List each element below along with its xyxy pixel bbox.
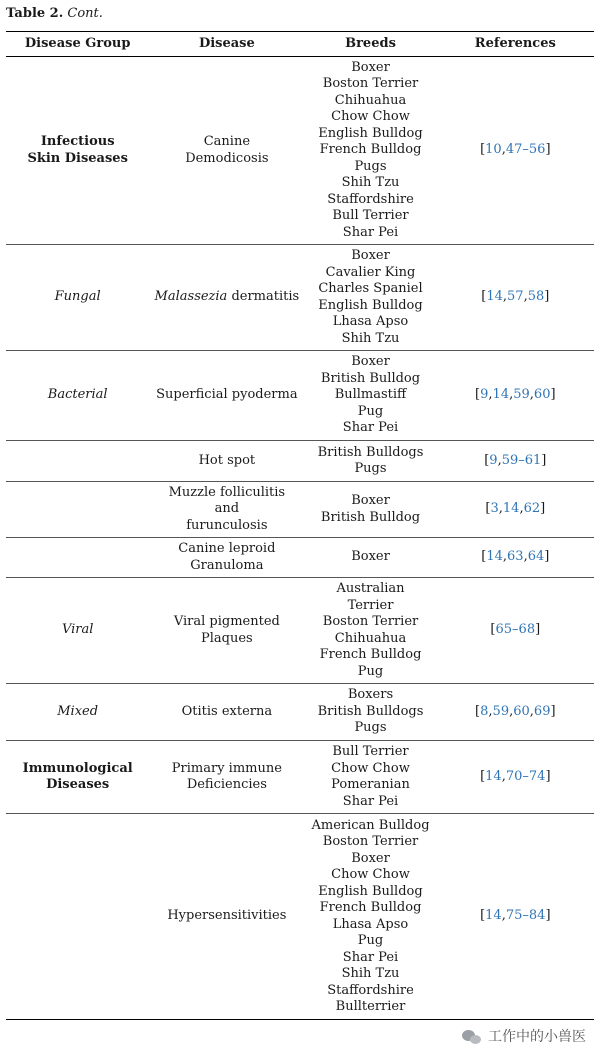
table-row (6, 482, 594, 538)
breed-name: Boxer (351, 354, 390, 370)
breed-name: Chihuahua (334, 630, 407, 646)
breed-name: Shar Pei (342, 224, 399, 240)
disease-group-line: Mixed (57, 703, 99, 719)
cell-disease-group (6, 578, 149, 684)
watermark-text: 工作中的小兽医 (488, 1028, 586, 1045)
breed-name: Pug (357, 933, 384, 948)
header-breeds: Breeds (304, 32, 436, 57)
cell-references: [65–68] (490, 622, 541, 638)
disease-group-line: Fungal (54, 289, 101, 305)
breed-name: Boxer (351, 59, 390, 75)
breed-name: Chow Chow (331, 867, 410, 882)
disease-name-line: Muzzle folliculitis (168, 484, 286, 500)
disease-name: dermatitis (227, 289, 300, 305)
breed-name: Chow Chow (331, 760, 410, 776)
header-references: References (437, 32, 594, 57)
cell-disease-group (6, 482, 149, 538)
reference-link[interactable]: 3 (490, 501, 499, 517)
reference-link[interactable]: 14 (502, 501, 520, 517)
reference-link[interactable]: 14 (492, 387, 510, 403)
table-body (6, 57, 594, 1020)
cell-disease-group (6, 441, 149, 482)
breed-name: Cavalier King (325, 264, 416, 280)
disease-name-line: Superficial pyoderma (156, 387, 298, 403)
cell-disease (149, 538, 304, 578)
cell-disease-group (6, 741, 149, 814)
disease-breed-table (6, 31, 594, 1020)
cell-breeds (304, 538, 436, 578)
cell-disease-group (6, 57, 149, 245)
breed-name: English Bulldog (318, 883, 423, 899)
cell-disease-group (6, 538, 149, 578)
table-caption (6, 6, 103, 23)
breed-name: Shar Pei (342, 420, 399, 436)
reference-link[interactable]: 9 (480, 387, 489, 403)
cell-references: [14,63,64] (481, 549, 550, 565)
reference-link[interactable]: 59 (513, 387, 530, 403)
cell-references: [10,47–56] (480, 142, 551, 158)
breed-name: Boxer (351, 850, 390, 866)
cell-breeds (304, 578, 436, 684)
breed-name: Charles Spaniel (318, 281, 423, 296)
disease-name-line: Plaques (201, 630, 253, 646)
cell-breeds (304, 814, 436, 1020)
cell-disease-group (6, 351, 149, 441)
breed-name: Chow Chow (331, 109, 410, 125)
breed-name: Pomeranian (331, 777, 410, 792)
breed-name: French Bulldog (319, 900, 422, 915)
reference-link[interactable]: 14 (486, 289, 503, 305)
breed-name: Boxers (347, 687, 394, 703)
breed-name: Staffordshire (327, 982, 414, 998)
disease-name-line: Primary immune (171, 760, 282, 776)
disease-group-line: Immunological (22, 760, 133, 776)
cell-breeds (304, 482, 436, 538)
disease-group-line: Viral (61, 622, 94, 638)
reference-link[interactable]: 14 (485, 768, 502, 784)
breed-name: English Bulldog (318, 297, 423, 313)
reference-link[interactable]: 60 (533, 387, 551, 403)
breed-name: Boxer (351, 248, 390, 263)
cell-references: [14,75–84] (480, 908, 551, 924)
breed-name: Pugs (354, 461, 387, 476)
breed-name: Pugs (354, 720, 387, 736)
reference-link[interactable]: 9 (489, 452, 498, 468)
disease-name-line: Deficiencies (186, 777, 267, 792)
disease-name-line: Canine leproid (178, 541, 276, 556)
reference-link[interactable]: 62 (523, 501, 541, 517)
breed-name: Shih Tzu (341, 175, 400, 191)
reference-link[interactable]: 60 (513, 703, 530, 719)
disease-group-line: Diseases (46, 777, 110, 792)
disease-group-line: Skin Diseases (27, 150, 128, 166)
breed-name: Bull Terrier (332, 744, 409, 759)
disease-name-line: Demodicosis (185, 150, 269, 166)
header-row (6, 32, 594, 57)
breed-name: British Bulldogs (317, 444, 424, 460)
disease-group-line: Infectious (40, 134, 115, 149)
breed-name: Boston Terrier (322, 76, 419, 92)
breed-name: Terrier (347, 597, 394, 613)
reference-link[interactable]: 65–68 (495, 622, 536, 638)
breed-name: Chihuahua (334, 92, 407, 108)
reference-link[interactable]: 59–61 (501, 452, 542, 468)
cell-breeds (304, 684, 436, 741)
cell-disease (149, 578, 304, 684)
breed-name: Pugs (354, 158, 387, 174)
breed-name: Lhasa Apso (332, 314, 409, 329)
breed-name: Pug (357, 403, 384, 419)
breed-name: British Bulldog (320, 370, 421, 386)
disease-name-line: Viral pigmented (173, 614, 280, 629)
table-row (6, 684, 594, 741)
breed-name: English Bulldog (318, 125, 423, 141)
table-row (6, 441, 594, 482)
cell-references: [9,14,59,60] (475, 387, 556, 403)
cell-breeds (304, 351, 436, 441)
breed-name: British Bulldogs (317, 703, 424, 719)
disease-group-line: Bacterial (47, 387, 108, 403)
breed-name: Shar Pei (342, 949, 399, 965)
breed-name: Boston Terrier (322, 834, 419, 849)
disease-italic-part: Malassezia (154, 289, 228, 305)
reference-link[interactable]: 69 (533, 703, 551, 719)
cell-disease-group (6, 684, 149, 741)
cell-breeds (304, 245, 436, 351)
cell-disease (149, 441, 304, 482)
disease-name-line: Hypersensitivities (167, 908, 287, 924)
table-row (6, 578, 594, 684)
cell-disease (149, 482, 304, 538)
caption-label: Table 2. (6, 6, 64, 21)
reference-link[interactable]: 64 (527, 549, 545, 565)
cell-disease-group (6, 245, 149, 351)
reference-link[interactable]: 8 (480, 703, 489, 719)
reference-link[interactable]: 57 (507, 289, 524, 305)
breed-name: Bullterrier (335, 999, 406, 1014)
breed-name: Bull Terrier (332, 208, 409, 224)
cell-breeds (304, 441, 436, 482)
breed-name: Boxer (351, 549, 390, 565)
header-disease: Disease (149, 32, 304, 57)
reference-link[interactable]: 14 (485, 908, 502, 924)
breed-name: French Bulldog (319, 647, 422, 662)
cell-references: [14,57,58] (481, 289, 550, 305)
reference-link[interactable]: 10 (485, 142, 502, 158)
reference-link[interactable]: 58 (527, 289, 545, 305)
breed-name: Bullmastiff (334, 387, 407, 403)
cell-disease (149, 245, 304, 351)
disease-name-line: Hot spot (198, 452, 256, 468)
breed-name: Boston Terrier (322, 614, 419, 629)
header-disease-group: Disease Group (6, 32, 149, 57)
breed-name: French Bulldog (319, 142, 422, 158)
breed-name: Shar Pei (342, 793, 399, 809)
reference-link[interactable]: 14 (486, 549, 503, 565)
disease-name-line: Granuloma (190, 557, 264, 573)
cell-disease (149, 57, 304, 245)
breed-name: Lhasa Apso (332, 916, 409, 932)
breed-name: British Bulldog (320, 509, 421, 525)
wechat-icon (462, 1029, 482, 1045)
breed-name: Shih Tzu (341, 966, 400, 981)
breed-name: Australian (336, 581, 405, 596)
reference-link[interactable]: 59 (492, 703, 510, 719)
breed-name: Pug (357, 663, 384, 679)
breed-name: Staffordshire (327, 191, 414, 207)
caption-suffix: Cont. (67, 6, 103, 21)
disease-name-line: Otitis externa (181, 703, 273, 719)
cell-breeds (304, 57, 436, 245)
table-row (6, 538, 594, 578)
table-row (6, 351, 594, 441)
cell-disease (149, 684, 304, 741)
reference-link[interactable]: 47–56 (505, 142, 546, 158)
table-row (6, 245, 594, 351)
cell-references: [14,70–74] (480, 768, 551, 784)
cell-disease (149, 814, 304, 1020)
cell-breeds (304, 741, 436, 814)
cell-references: [3,14,62] (485, 501, 546, 517)
reference-link[interactable]: 63 (507, 549, 524, 565)
reference-link[interactable]: 75–84 (505, 908, 546, 924)
reference-link[interactable]: 70–74 (505, 768, 546, 784)
cell-disease-group (6, 814, 149, 1020)
cell-disease (149, 741, 304, 814)
cell-disease (149, 351, 304, 441)
table-row (6, 57, 594, 245)
cell-references: [8,59,60,69] (475, 703, 556, 719)
table-row (6, 814, 594, 1020)
breed-name: Boxer (351, 493, 390, 508)
breed-name: American Bulldog (311, 817, 430, 833)
table-row (6, 741, 594, 814)
watermark (462, 1029, 586, 1046)
cell-references: [9,59–61] (484, 452, 547, 468)
disease-name-line: and (214, 501, 240, 517)
breed-name: Shih Tzu (341, 330, 400, 346)
disease-name-line: furunculosis (186, 517, 268, 533)
disease-name-line: Canine (203, 134, 251, 149)
